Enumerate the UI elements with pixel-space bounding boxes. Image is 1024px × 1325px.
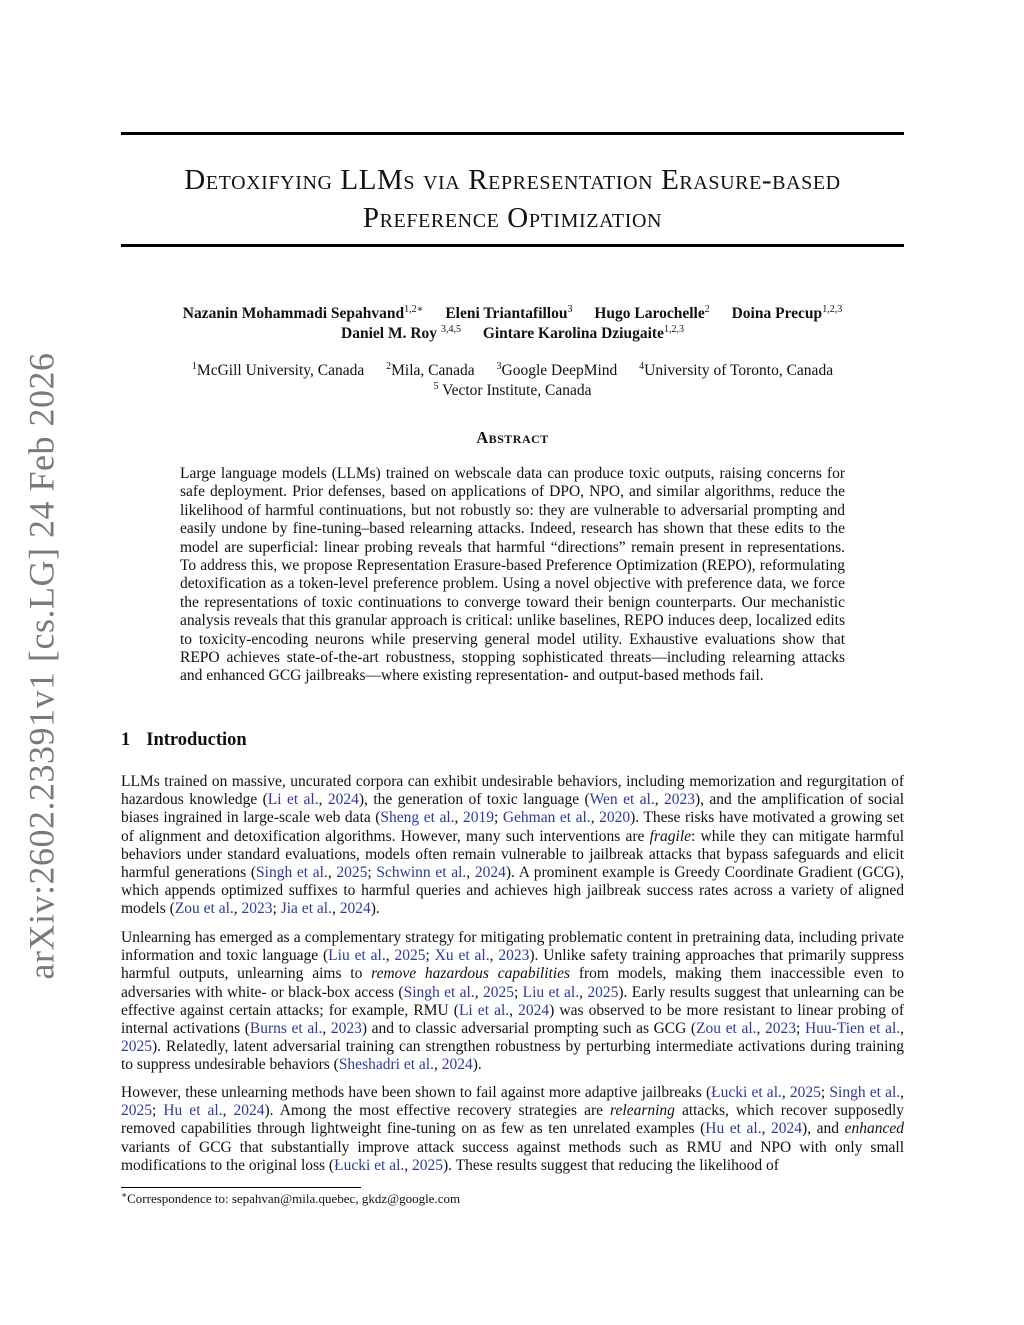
citation-link[interactable]: 2024 bbox=[327, 791, 359, 809]
body-text: , bbox=[579, 983, 588, 1001]
citation-link[interactable]: Li et al. bbox=[458, 1001, 510, 1019]
body-text: , bbox=[322, 1020, 331, 1038]
citation-link[interactable]: 2024 bbox=[518, 1001, 550, 1019]
citation-link[interactable]: Sheshadri et al. bbox=[338, 1056, 434, 1074]
citation-link[interactable]: Zou et al. bbox=[174, 900, 234, 918]
author: Hugo Larochelle$^2$ bbox=[594, 304, 710, 322]
citation-link[interactable]: Li et al. bbox=[267, 791, 319, 809]
citation-link[interactable]: Wen et al. bbox=[589, 791, 655, 809]
citation-link[interactable]: 2025 bbox=[336, 864, 368, 882]
section-number: 1 bbox=[121, 730, 131, 750]
section-title: Introduction bbox=[146, 730, 247, 750]
citation-link[interactable]: Burns et al. bbox=[249, 1020, 323, 1038]
citation-link[interactable]: Jia et al. bbox=[280, 900, 332, 918]
body-text: ). Unlike safety training approaches that primarily suppress harmful outputs, unlearning aims to bbox=[121, 947, 904, 983]
footnote bbox=[121, 1191, 460, 1207]
body-text: ; bbox=[272, 900, 281, 918]
body-text: ). These risks have motivated a growing set of alignment and detoxification algorithms. However, many such interventions are bbox=[121, 809, 905, 845]
affiliation: $^4$University of Toronto, Canada bbox=[639, 361, 834, 379]
body-text: , bbox=[900, 1020, 905, 1038]
citation-link[interactable]: 2023 bbox=[241, 900, 273, 918]
body-text: , bbox=[466, 864, 475, 882]
body-text: Unlearning has emerged as a complementary strategy for mitigating problematic content in pretraining data, including private information and toxic language ( bbox=[121, 929, 904, 965]
citation-link[interactable]: Schwinn et al. bbox=[376, 864, 467, 882]
citation-link[interactable]: 2024 bbox=[474, 864, 506, 882]
body-text: However, these unlearning methods have been shown to fail against more adaptive jailbreaks ( bbox=[121, 1084, 712, 1101]
body-text: , bbox=[781, 1084, 790, 1101]
body-text: ). bbox=[472, 1056, 482, 1074]
body-text: , bbox=[222, 1102, 234, 1120]
body-text: : while they can mitigate harmful behaviors under standard evaluations, models often remain vulnerable to jailbreak attacks that bypass safeguards and elicit harmful generations ( bbox=[121, 827, 904, 882]
title-line-1: Detoxifying LLMs via Representation Erasure-based bbox=[184, 164, 841, 196]
body-text: ; bbox=[152, 1102, 164, 1120]
abstract-heading: Abstract bbox=[476, 428, 549, 447]
citation-link[interactable]: 2025 bbox=[394, 947, 426, 965]
emphasis-text: enhanced bbox=[844, 1120, 905, 1138]
citation-link[interactable]: Singh et al. bbox=[403, 983, 475, 1001]
affiliation-line-2 bbox=[121, 381, 904, 401]
body-text: ) and to classic adversarial prompting such as GCG ( bbox=[361, 1020, 697, 1038]
citation-link[interactable]: Gehman et al. bbox=[502, 809, 591, 827]
body-text: ; bbox=[367, 864, 377, 882]
body-text: ; bbox=[820, 1084, 830, 1101]
footnote-mark: ∗ bbox=[121, 1190, 128, 1200]
emphasis-text: remove hazardous capabilities bbox=[371, 965, 571, 983]
body-text: ). Among the most effective recovery strategies are bbox=[264, 1102, 611, 1120]
citation-link[interactable]: 2025 bbox=[789, 1084, 821, 1101]
citation-link[interactable]: 2023 bbox=[664, 791, 695, 809]
citation-link[interactable]: 2025 bbox=[121, 1038, 152, 1056]
affiliation-line-1 bbox=[121, 361, 904, 381]
body-text: ; bbox=[513, 983, 523, 1001]
affiliation-list bbox=[121, 361, 904, 401]
citation-link[interactable]: Łucki et al. bbox=[711, 1084, 782, 1101]
body-text: attacks, which recover supposedly removed capabilities through lightweight fine-tuning on as few as ten unrelated examples ( bbox=[121, 1102, 905, 1138]
body-text: ). These results suggest that reducing the likelihood of bbox=[443, 1156, 779, 1174]
body-text: ; bbox=[796, 1020, 805, 1038]
body-text: , bbox=[318, 791, 328, 809]
body-text: , bbox=[404, 1156, 413, 1174]
body-text: , bbox=[509, 1001, 519, 1019]
citation-link[interactable]: Liu et al. bbox=[328, 947, 386, 965]
citation-link[interactable]: 2024 bbox=[233, 1102, 265, 1120]
title-rule-bottom bbox=[121, 244, 904, 247]
body-text: ), and bbox=[802, 1120, 845, 1138]
title-line-2: Preference Optimization bbox=[362, 202, 663, 234]
body-text: , bbox=[654, 791, 664, 809]
arxiv-identifier-text: arXiv:2602.23391v1 [cs.LG] 24 Feb 2026 bbox=[21, 352, 62, 980]
body-text: , bbox=[761, 1120, 772, 1138]
abstract-body: Large language models (LLMs) trained on webscale data can produce toxic outputs, raising concerns for safe deployment. Prior defenses, based on applications of DPO, NPO, and similar algorithms, reduce the likelihood of harmful continuations, but not robustly so: they are vulnerable to adversarial prompting and easily undone by fine-tuning–based relearning attacks. Indeed, research has shown that these edits to the model are superficial: linear probing reveals that harmful “directions” remain present in representations. To address this, we propose Representation Erasure-based Preference Optimization (REPO), reformulating detoxification as a token-level preference problem. Using a novel objective with preference data, we force the representations of toxic continuations to converge toward their benign counterparts. Our mechanistic analysis reveals that this granular approach is critical: unlike baselines, REPO induces deep, localized edits to toxicity-encoding neurons while preserving general model utility. Exhaustive evaluations show that REPO achieves state-of-the-art robustness, stopping sophisticated threats—including relearning attacks and enhanced GCG jailbreaks—where existing representation- and output-based methods fail. bbox=[180, 465, 845, 685]
citation-link[interactable]: 2024 bbox=[771, 1120, 803, 1138]
body-text: ). A prominent example is Greedy Coordinate Gradient (GCG), which appends optimized suffixes to harmful queries and achieves high jailbreak success rates across a variety of aligned models ( bbox=[121, 864, 905, 918]
emphasis-text: relearning bbox=[610, 1102, 675, 1120]
affiliation: $^2$Mila, Canada bbox=[386, 361, 475, 379]
affiliation: $^3$Google DeepMind bbox=[496, 361, 618, 379]
body-text: , bbox=[385, 947, 395, 965]
body-text: from models, making them inaccessible even to adversaries with white- or black-box access ( bbox=[121, 965, 904, 1001]
arxiv-identifier bbox=[6, 352, 76, 980]
body-text: , bbox=[233, 900, 242, 918]
body-text: , bbox=[900, 1084, 905, 1101]
affiliation: $^5$ Vector Institute, Canada bbox=[433, 381, 592, 399]
citation-link[interactable]: 2024 bbox=[339, 900, 371, 918]
body-text: , bbox=[590, 809, 600, 827]
body-text: ) was observed to be more resistant to linear probing of internal activations ( bbox=[121, 1001, 904, 1038]
footnote-text: Correspondence to: sepahvan@mila.quebec, gkdz@google.com bbox=[127, 1191, 461, 1206]
citation-link[interactable]: Łucki et al. bbox=[334, 1156, 405, 1174]
emphasis-text: fragile bbox=[649, 827, 692, 845]
body-text: ). bbox=[370, 900, 380, 918]
citation-link[interactable]: 2023 bbox=[765, 1020, 797, 1038]
citation-link[interactable]: Singh et al. bbox=[829, 1084, 901, 1101]
author: Gintare Karolina Dziugaite$^{1,2,3}$ bbox=[482, 324, 684, 342]
affiliation: $^1$McGill University, Canada bbox=[191, 361, 365, 379]
citation-link[interactable]: Huu-Tien et al. bbox=[804, 1020, 901, 1038]
body-text: , bbox=[474, 983, 483, 1001]
body-text: ), the generation of toxic language ( bbox=[358, 791, 590, 809]
body-text: , bbox=[756, 1020, 766, 1038]
body-text: ). Relatedly, latent adversarial training can strengthen robustness by perturbing intermediate activations during training to suppress undesirable behaviors ( bbox=[121, 1038, 904, 1074]
body-text: ). Early results suggest that unlearning can be effective against certain attacks; for example, RMU ( bbox=[121, 983, 904, 1019]
citation-link[interactable]: 2025 bbox=[412, 1156, 444, 1174]
citation-link[interactable]: 2023 bbox=[498, 947, 530, 965]
body-paragraph bbox=[121, 929, 904, 1075]
citation-link[interactable]: Hu et al. bbox=[705, 1120, 762, 1138]
body-text: ), and the amplification of social biases ingrained in large-scale web data ( bbox=[121, 791, 905, 827]
body-text: , bbox=[331, 900, 340, 918]
author-line-2 bbox=[121, 324, 904, 344]
paper-title bbox=[121, 161, 904, 237]
body-paragraph bbox=[121, 1084, 904, 1175]
body-text: , bbox=[489, 947, 499, 965]
body-text: LLMs trained on massive, uncurated corpora can exhibit undesirable behaviors, including memorization and regurgitation of hazardous knowledge ( bbox=[121, 773, 904, 809]
title-rule-top bbox=[121, 132, 904, 135]
author-line-1 bbox=[121, 304, 904, 324]
citation-link[interactable]: 2025 bbox=[121, 1102, 152, 1120]
body-text: , bbox=[327, 864, 337, 882]
citation-link[interactable]: 2020 bbox=[599, 809, 631, 827]
citation-link[interactable]: 2024 bbox=[441, 1056, 473, 1074]
author-list bbox=[121, 304, 904, 344]
citation-link[interactable]: Xu et al. bbox=[434, 947, 490, 965]
citation-link[interactable]: 2023 bbox=[330, 1020, 362, 1038]
author: Eleni Triantafillou$^3$ bbox=[445, 304, 573, 322]
author: Doina Precup$^{1,2,3}$ bbox=[731, 304, 843, 322]
citation-link[interactable]: Singh et al. bbox=[256, 864, 328, 882]
body-text: ; bbox=[425, 947, 435, 965]
body-text: , bbox=[454, 809, 463, 827]
footnote-rule bbox=[121, 1187, 361, 1188]
author: Daniel M. Roy $^{3,4,5}$ bbox=[341, 324, 461, 342]
citation-link[interactable]: Sheng et al. bbox=[380, 809, 455, 827]
body-text: variants of GCG that substantially improve attack success against methods such as RMU and NPO with only small modifications to the original loss ( bbox=[121, 1138, 904, 1174]
body-paragraph bbox=[121, 773, 904, 919]
author: Nazanin Mohammadi Sepahvand$^{1,2∗}$ bbox=[182, 304, 424, 322]
citation-link[interactable]: 2025 bbox=[587, 983, 619, 1001]
body-text: ; bbox=[493, 809, 503, 827]
body-text: , bbox=[433, 1056, 442, 1074]
citation-link[interactable]: Hu et al. bbox=[163, 1102, 223, 1120]
citation-link[interactable]: Zou et al. bbox=[696, 1020, 757, 1038]
section-heading bbox=[121, 730, 247, 751]
citation-link[interactable]: 2019 bbox=[462, 809, 494, 827]
citation-link[interactable]: 2025 bbox=[482, 983, 514, 1001]
citation-link[interactable]: Liu et al. bbox=[522, 983, 580, 1001]
